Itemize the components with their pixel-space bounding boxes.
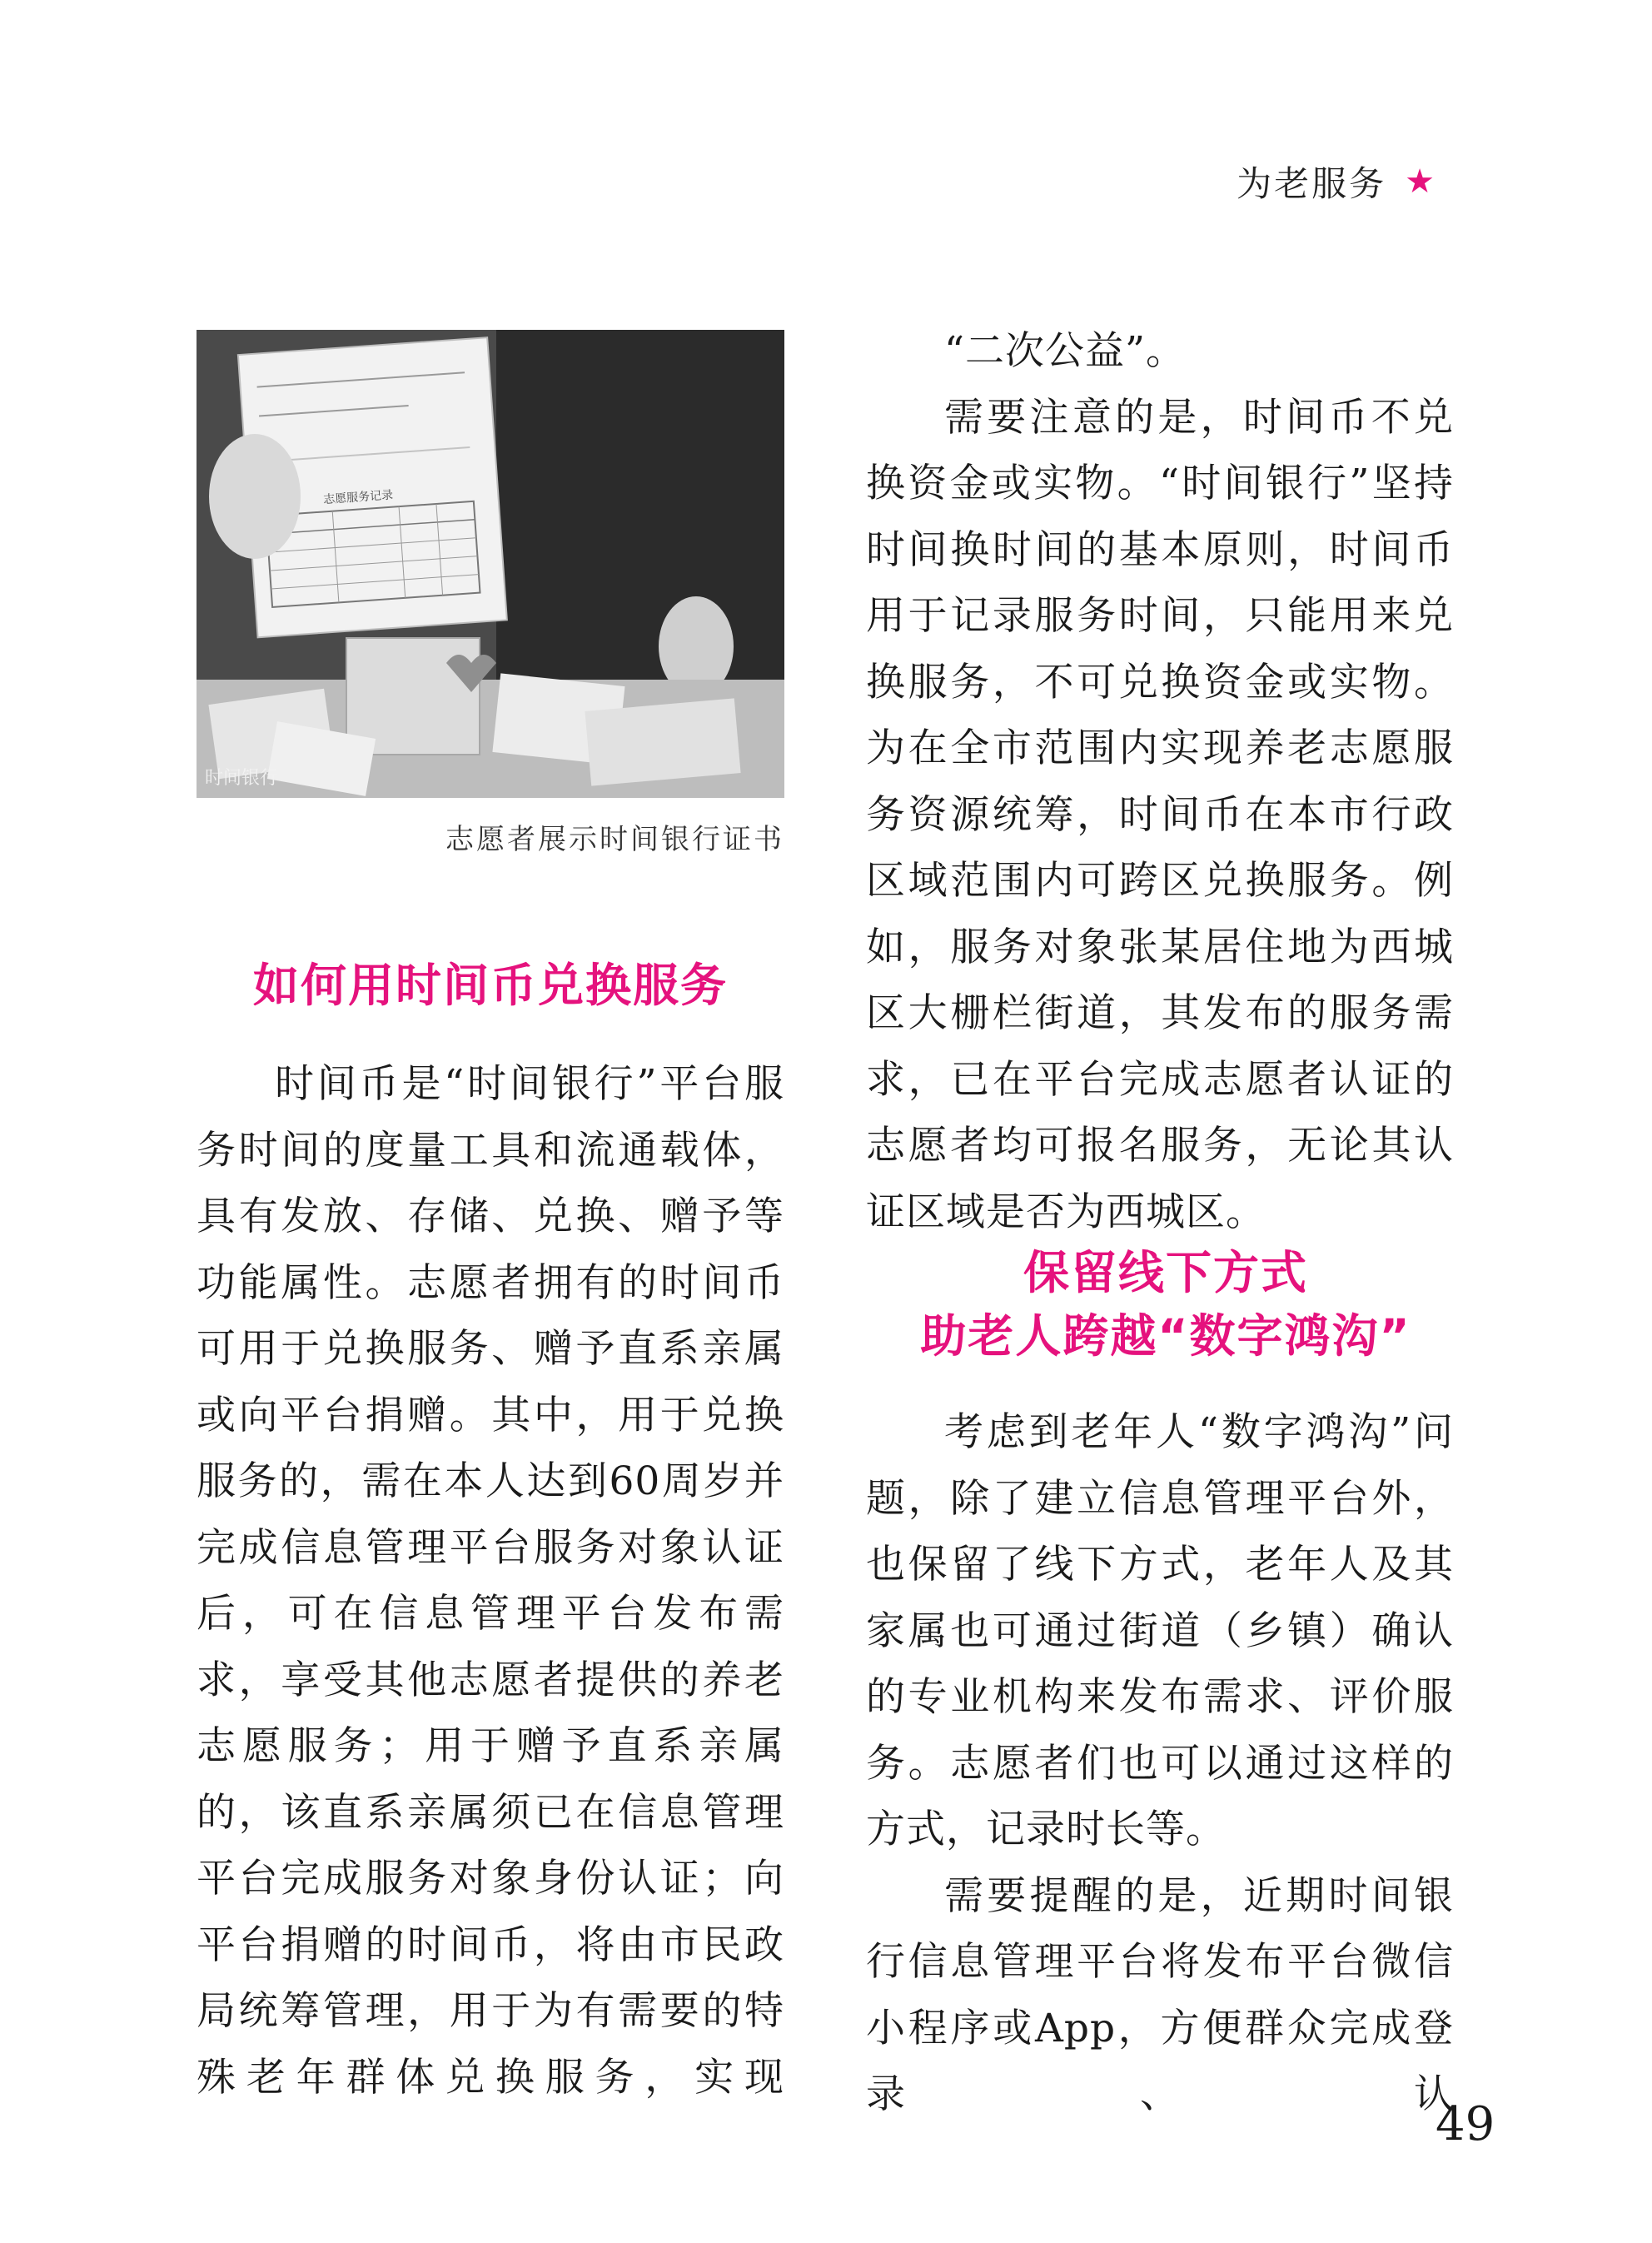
page-number: 49 — [1436, 2097, 1495, 2151]
right-column-body-bottom — [866, 1399, 1454, 2128]
section-label: 为老服务 — [1237, 163, 1387, 204]
photo-watermark: 时间银行 — [205, 768, 279, 789]
continued-text: “二次公益”。 — [944, 328, 1187, 374]
heading-line-1: 保留线下方式 — [1023, 1246, 1308, 1299]
star-icon: ★ — [1405, 162, 1437, 201]
body-paragraph: 时间币是“时间银行”平台服务时间的度量工具和流通载体，具有发放、存储、兑换、赠予等功能属性。志愿者拥有的时间币可用于兑换服务、赠予直系亲属或向平台捐赠。其中，用于兑换服务的，需在本人达到60周岁并完成信息管理平台服务对象认证后，可在信息管理平台发布需求，享受其他志愿者提供的养老志愿服务；用于赠予直系亲属的，该直系亲属须已在信息管理平台完成服务对象身份认证；向平台捐赠的时间币，将由市民政局统筹管理，用于为有需要的特殊老年群体兑换服务，实现 — [197, 1061, 784, 2101]
left-column-body — [197, 1051, 784, 2111]
photo-illustration — [197, 330, 784, 798]
heading-line-2: 助老人跨越“数字鸿沟” — [920, 1309, 1411, 1363]
body-paragraph: 需要提醒的是，近期时间银行信息管理平台将发布平台微信小程序或App，方便群众完成登录、认 — [866, 1872, 1454, 2117]
body-paragraph: 考虑到老年人“数字鸿沟”问题，除了建立信息管理平台外，也保留了线下方式，老年人及其家属也可通过街道（乡镇）确认的专业机构来发布需求、评价服务。志愿者们也可以通过这样的方式，记录时长等。 — [866, 1409, 1454, 1852]
section-heading-offline — [866, 1241, 1465, 1368]
volunteer-certificate-photo — [197, 330, 784, 798]
right-column-body-top — [866, 318, 1454, 1245]
body-paragraph: 需要注意的是，时间币不兑换资金或实物。“时间银行”坚持时间换时间的基本原则，时间币用于记录服务时间，只能用来兑换服务，不可兑换资金或实物。为在全市范围内实现养老志愿服务资源统筹，时间币在本市行政区域范围内可跨区兑换服务。例如，服务对象张某居住地为西城区大栅栏街道，其发布的服务需求，已在平台完成志愿者认证的志愿者均可报名服务，无论其认证区域是否为西城区。 — [866, 394, 1454, 1235]
certificate-title: 志愿服务记录 — [322, 488, 394, 507]
section-heading-exchange: 如何用时间币兑换服务 — [252, 959, 728, 1012]
photo-caption: 志愿者展示时间银行证书 — [445, 823, 784, 856]
running-header — [1237, 157, 1437, 207]
